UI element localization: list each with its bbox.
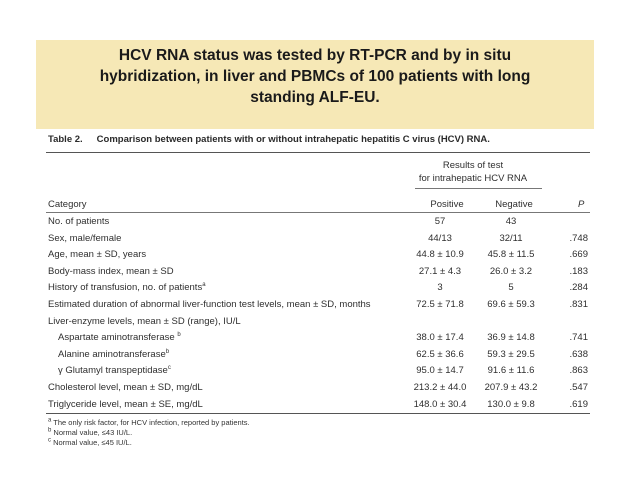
header-bottom-rule xyxy=(46,212,590,213)
table-row-negative: 32/11 xyxy=(499,232,523,244)
table-title: Comparison between patients with or without intrahepatic hepatitis C virus (HCV) RNA. xyxy=(96,134,490,145)
table-row-category: Cholesterol level, mean ± SD, mg/dL xyxy=(48,382,203,393)
footnote-b: $^b$ Normal value, ≤43 IU/L. xyxy=(48,427,133,437)
table-row-positive: 38.0 ± 17.4 xyxy=(416,332,464,344)
column-header-p: P xyxy=(578,199,585,210)
table-row-negative: 45.8 ± 11.5 xyxy=(487,249,535,261)
table-row-positive: 44.8 ± 10.9 xyxy=(416,249,464,261)
table-row-negative: 26.0 ± 3.2 xyxy=(489,265,533,277)
table-row-p-value: .863 xyxy=(569,365,588,377)
banner-line-3: standing ALF-EU. xyxy=(250,89,380,106)
table-row-category: Age, mean ± SD, years xyxy=(48,249,147,261)
table-row-positive: 3 xyxy=(437,282,443,294)
table-row-negative: 91.6 ± 11.6 xyxy=(487,365,535,377)
table-row-p-value: .619 xyxy=(569,398,588,410)
column-header-category: Category xyxy=(48,199,87,210)
table-bottom-rule xyxy=(46,413,590,414)
table-row-positive: 213.2 ± 44.0 xyxy=(413,382,467,393)
table-row-positive: 27.1 ± 4.3 xyxy=(418,265,462,277)
table-row-category: γ Glutamyl transpeptidase$^c$ xyxy=(58,365,171,377)
table-row-p-value: .638 xyxy=(569,348,588,360)
table-row-positive: 57 xyxy=(434,216,446,227)
table-row-p-value: .669 xyxy=(569,249,588,261)
table-row-negative: 130.0 ± 9.8 xyxy=(487,398,535,410)
table-top-rule xyxy=(46,152,590,153)
table-row-positive: 44/13 xyxy=(428,232,452,244)
table-row-category: Triglyceride level, mean ± SE, mg/dL xyxy=(48,398,203,410)
table-row-p-value: .831 xyxy=(569,299,588,310)
column-header-positive: Positive xyxy=(430,199,464,210)
footnote-a: $^a$ The only risk factor, for HCV infection, reported by patients. xyxy=(48,417,250,427)
table-row-negative: 207.9 ± 43.2 xyxy=(484,382,538,393)
table-row-negative: 59.3 ± 29.5 xyxy=(487,348,535,360)
banner-line-2: hybridization, in liver and PBMCs of 100 patients with long xyxy=(99,68,531,85)
footnote-c: $^c$ Normal value, ≤45 IU/L. xyxy=(48,437,132,447)
table-row-category: Liver-enzyme levels, mean ± SD (range), IU/L xyxy=(48,315,241,327)
table-row-negative: 69.6 ± 59.3 xyxy=(487,299,535,310)
table-row-negative: 36.9 ± 14.8 xyxy=(487,332,535,344)
group-header-line-1: Results of test xyxy=(442,160,504,171)
table-label: Table 2. xyxy=(48,134,83,145)
table-row-p-value: .547 xyxy=(569,382,588,393)
table-row-category: Estimated duration of abnormal liver-function test levels, mean ± SD, months xyxy=(48,299,371,310)
table-row-p-value: .748 xyxy=(569,232,588,244)
table-row-p-value: .284 xyxy=(569,282,588,294)
table-row-positive: 62.5 ± 36.6 xyxy=(416,348,464,360)
table-row-positive: 95.0 ± 14.7 xyxy=(416,365,464,377)
table-row-category: Sex, male/female xyxy=(48,232,122,244)
table-caption xyxy=(48,134,490,145)
table-row-positive: 148.0 ± 30.4 xyxy=(413,398,467,410)
table-row-negative: 43 xyxy=(505,216,517,227)
table-row-negative: 5 xyxy=(508,282,514,294)
table-row-p-value: .741 xyxy=(569,332,588,344)
group-header-rule xyxy=(415,188,542,189)
table-row-positive: 72.5 ± 71.8 xyxy=(416,299,464,310)
table-row-category: No. of patients xyxy=(48,216,110,227)
column-header-negative: Negative xyxy=(495,199,533,210)
title-banner xyxy=(36,40,594,129)
table-row-category: Aspartate aminotransferase $^b$ xyxy=(58,332,181,344)
group-header-line-2: for intrahepatic HCV RNA xyxy=(418,173,528,184)
table-row-category: Body-mass index, mean ± SD xyxy=(48,265,174,277)
table-row-category: History of transfusion, no. of patients$^a$ xyxy=(48,282,206,294)
table-row-p-value: .183 xyxy=(569,265,588,277)
table-row-category: Alanine aminotransferase$^b$ xyxy=(58,348,170,360)
banner-line-1: HCV RNA status was tested by RT-PCR and by in situ xyxy=(118,47,512,64)
